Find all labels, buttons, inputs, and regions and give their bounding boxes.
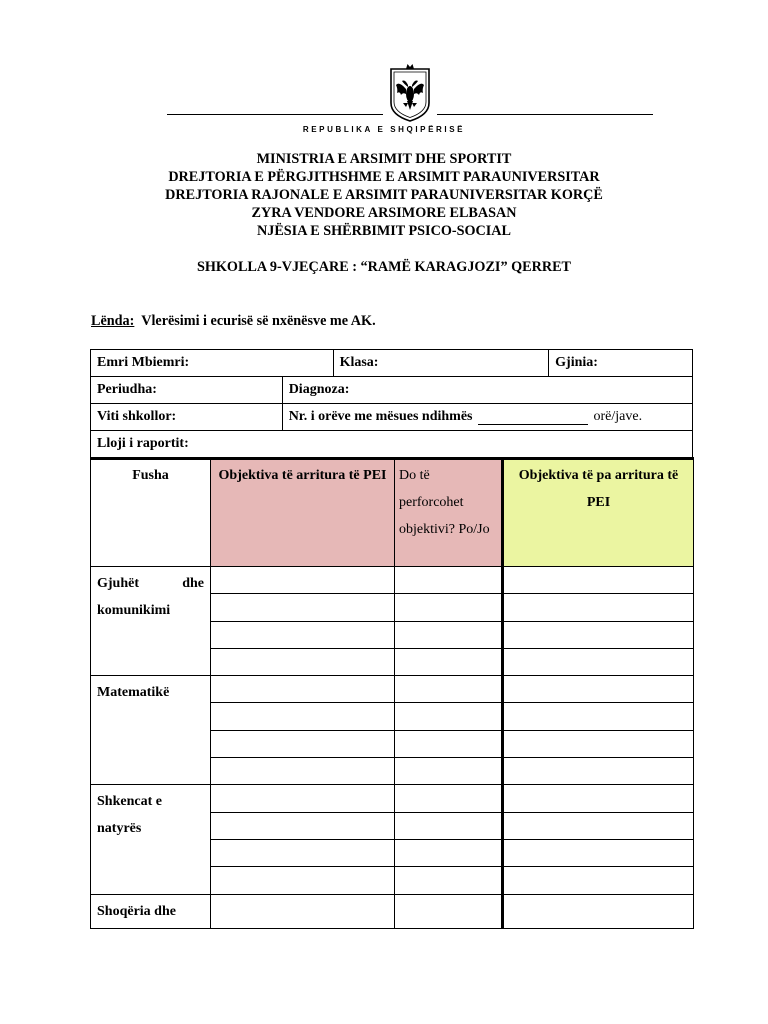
- cell-achieved[interactable]: [211, 594, 395, 621]
- school-year-label: Viti shkollor:: [97, 409, 177, 424]
- cell-reinforce[interactable]: [395, 758, 503, 785]
- hours-label: Nr. i orëve me mësues ndihmës: [288, 409, 473, 424]
- gender-label: Gjinia:: [555, 355, 598, 370]
- cell-reinforce[interactable]: [395, 812, 503, 839]
- subject-math-label: Matematikë: [97, 685, 170, 701]
- cell-not-achieved[interactable]: [503, 676, 694, 703]
- cell-not-achieved[interactable]: [503, 894, 694, 928]
- cell-achieved[interactable]: [211, 567, 395, 594]
- cell-achieved[interactable]: [211, 676, 395, 703]
- republic-label: REPUBLIKA E SHQIPËRISË: [302, 125, 466, 134]
- cell-not-achieved[interactable]: [503, 703, 694, 730]
- cell-not-achieved[interactable]: [503, 758, 694, 785]
- unit-title: NJËSIA E SHËRBIMIT PSICO-SOCIAL: [256, 223, 511, 239]
- name-field[interactable]: [91, 350, 334, 377]
- cell-reinforce[interactable]: [395, 894, 503, 928]
- cell-reinforce[interactable]: [395, 703, 503, 730]
- objectives-table: [90, 457, 694, 929]
- subject-language: [91, 567, 211, 676]
- report-type-label: Lloji i raportit:: [97, 436, 189, 451]
- cell-not-achieved[interactable]: [503, 621, 694, 648]
- class-label: Klasa:: [339, 355, 379, 370]
- cell-reinforce[interactable]: [395, 567, 503, 594]
- col-achieved-header: Objektiva të arritura të PEI: [211, 459, 395, 567]
- diagnosis-field[interactable]: [282, 377, 692, 404]
- cell-not-achieved[interactable]: [503, 867, 694, 894]
- cell-achieved[interactable]: [211, 839, 395, 866]
- cell-achieved[interactable]: [211, 648, 395, 675]
- col-field-header: Fusha: [91, 459, 211, 567]
- report-type-field[interactable]: [91, 431, 693, 458]
- period-field[interactable]: [91, 377, 283, 404]
- period-label: Periudha:: [97, 382, 157, 397]
- directorate-general-title: DREJTORIA E PËRGJITHSHME E ARSIMIT PARAUNIVERSITAR: [168, 169, 600, 185]
- subject-label: Lënda:: [91, 313, 135, 329]
- class-field[interactable]: [333, 350, 549, 377]
- subject-value: Vlerësimi i ecurisë së nxënësve me AK.: [141, 313, 376, 329]
- cell-reinforce[interactable]: [395, 594, 503, 621]
- cell-achieved[interactable]: [211, 867, 395, 894]
- local-office-title: ZYRA VENDORE ARSIMORE ELBASAN: [251, 205, 517, 221]
- regional-directorate-title: DREJTORIA RAJONALE E ARSIMIT PARAUNIVERSITAR KORÇË: [165, 187, 603, 203]
- col-not-achieved-header: Objektiva të pa arritura të PEI: [503, 459, 694, 567]
- subject-science-line1: Shkencat e: [97, 794, 162, 810]
- hours-unit: orë/jave.: [593, 409, 643, 424]
- cell-not-achieved[interactable]: [503, 567, 694, 594]
- cell-not-achieved[interactable]: [503, 730, 694, 757]
- subject-language-word3: komunikimi: [97, 603, 171, 618]
- cell-reinforce[interactable]: [395, 730, 503, 757]
- albanian-eagle-emblem-icon: [389, 63, 431, 123]
- cell-achieved[interactable]: [211, 812, 395, 839]
- cell-reinforce[interactable]: [395, 867, 503, 894]
- hours-blank[interactable]: [478, 412, 588, 425]
- cell-achieved[interactable]: [211, 894, 395, 928]
- cell-achieved[interactable]: [211, 758, 395, 785]
- cell-not-achieved[interactable]: [503, 594, 694, 621]
- student-info-table: [90, 349, 693, 458]
- cell-achieved[interactable]: [211, 730, 395, 757]
- cell-reinforce[interactable]: [395, 621, 503, 648]
- subject-language-word2: dhe: [182, 576, 204, 591]
- cell-not-achieved[interactable]: [503, 785, 694, 812]
- cell-achieved[interactable]: [211, 785, 395, 812]
- cell-achieved[interactable]: [211, 621, 395, 648]
- subject-science-line2: natyrës: [97, 821, 142, 837]
- cell-not-achieved[interactable]: [503, 839, 694, 866]
- cell-reinforce[interactable]: [395, 839, 503, 866]
- name-label: Emri Mbiemri:: [97, 355, 190, 370]
- cell-reinforce[interactable]: [395, 676, 503, 703]
- header-rule-left: [167, 114, 383, 115]
- diagnosis-label: Diagnoza:: [288, 382, 350, 397]
- subject-line: [91, 313, 376, 330]
- subject-language-word1: Gjuhët: [97, 576, 139, 591]
- header-rule-right: [437, 114, 653, 115]
- gender-field[interactable]: [549, 350, 693, 377]
- col-reinforce-header: Do të perforcohet objektivi? Po/Jo: [395, 459, 503, 567]
- hours-field[interactable]: [282, 404, 692, 431]
- subject-society-label: Shoqëria dhe: [97, 903, 176, 919]
- cell-not-achieved[interactable]: [503, 648, 694, 675]
- subject-math: [91, 676, 211, 785]
- cell-achieved[interactable]: [211, 703, 395, 730]
- cell-not-achieved[interactable]: [503, 812, 694, 839]
- subject-society: [91, 894, 211, 928]
- cell-reinforce[interactable]: [395, 648, 503, 675]
- school-year-field[interactable]: [91, 404, 283, 431]
- subject-science: [91, 785, 211, 894]
- school-title: SHKOLLA 9-VJEÇARE : “RAMË KARAGJOZI” QERRET: [196, 259, 572, 275]
- cell-reinforce[interactable]: [395, 785, 503, 812]
- ministry-title: MINISTRIA E ARSIMIT DHE SPORTIT: [256, 151, 512, 167]
